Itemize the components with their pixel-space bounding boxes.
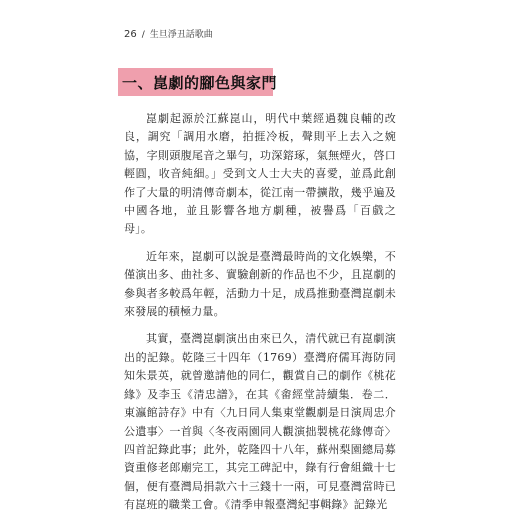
page-number: 26 [124,29,137,40]
paragraph-origin: 崑劇起源於江蘇崑山，明代中葉經過魏良輔的改良，調究「調用水磨，拍捱冷板，聲則平上去入之婉協，字則頭腹尾音之畢勻，功深鎔琢，氣無煙火，啓口輕圓，收音純細。」受到文人士大夫的喜愛，並爲此創作了大量的明清傳奇劇本，從江南一帶擴散，幾乎遍及中國各地，並且影響各地方劇種，被譽爲「百戲之母」。 [124,112,396,236]
page-header [124,27,213,40]
section-title: 一、崑劇的腳色與家門 [118,68,273,96]
header-separator: / [141,30,145,40]
paragraph-history: 其實，臺灣崑劇演出由來已久，清代就已有崑劇演出的記錄。乾隆三十四年（1769）臺灣府儒耳海防同知朱景英，就曾邀請他的同仁，觀賞自己的劇作《桃花緣》及李玉《清忠譜》，在其《畬經堂詩續集．卷二．東瀛館詩存》中有〈九日同人集東堂觀劇是日演周忠介公遺事〉一首與〈冬夜兩園同人觀演拙製桃花緣傳奇〉四首記錄此事；此外，乾隆四十八年，蘇州梨園總局募資重修老郎廟完工，其完工碑記中，錄有行會組織十七個，便有臺灣局捐款六十三錢十一兩，可見臺灣當時已有崑班的職業工會。《清季申報臺灣紀事輯錄》記錄光 [124,332,396,512]
running-title: 生旦淨丑話歌曲 [149,30,213,40]
paragraph-recent: 近年來，崑劇可以說是臺灣最時尚的文化娛樂，不僅演出多、曲社多、實驗創新的作品也不少，且崑劇的參與者多較爲年輕，活動力十足，成爲推動臺灣崑劇未來發展的積極力量。 [124,249,396,319]
body-text [124,110,396,515]
